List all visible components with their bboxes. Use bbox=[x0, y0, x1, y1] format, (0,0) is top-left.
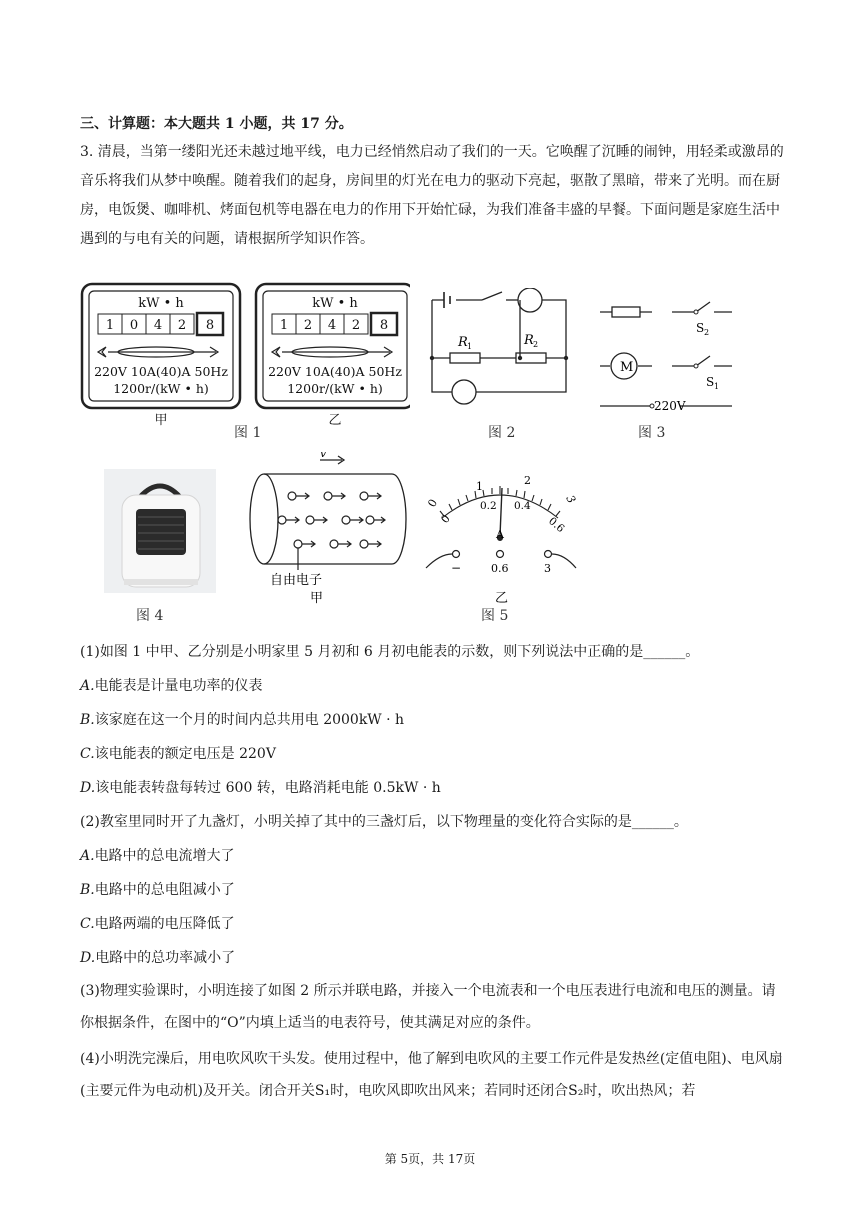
option-text: 电路中的总电阻减小了 bbox=[94, 882, 235, 898]
figure-1 bbox=[80, 280, 410, 440]
electron-label: 自由电子 bbox=[270, 573, 323, 588]
meter-b-label: 乙 bbox=[328, 413, 342, 428]
battery-icon bbox=[444, 292, 450, 308]
q2-option-a bbox=[80, 845, 235, 865]
terminal-label: 3 bbox=[544, 562, 551, 575]
velocity-label: v bbox=[320, 452, 327, 460]
meter-a-rating: 220V 10A(40)A 50Hz bbox=[94, 364, 228, 379]
terminal-label: 0.6 bbox=[491, 562, 509, 575]
figure-2 bbox=[426, 288, 576, 418]
meter-b-unit: kW • h bbox=[312, 296, 358, 311]
scale-bottom: 0.4 bbox=[514, 500, 531, 512]
s2-label: S bbox=[696, 321, 705, 335]
option-letter: B. bbox=[80, 882, 95, 898]
meter-circle-top bbox=[518, 288, 542, 312]
meter-b-digit: 2 bbox=[303, 318, 313, 333]
resistor-r1 bbox=[450, 353, 480, 363]
figure-4-photo bbox=[104, 469, 216, 593]
scale-top: 3 bbox=[563, 493, 579, 506]
s1-label: S bbox=[706, 375, 715, 389]
meter-b-digit: 4 bbox=[327, 318, 337, 333]
meter-a-digit: 1 bbox=[105, 318, 115, 333]
meter-a-constant: 1200r/(kW • h) bbox=[113, 381, 209, 396]
option-letter: C. bbox=[80, 746, 95, 762]
scale-bottom: 0.6 bbox=[546, 515, 567, 536]
section-heading: 三、计算题：本大题共 1 小题，共 17 分。 bbox=[80, 116, 353, 132]
meter-b-digit: 2 bbox=[351, 318, 361, 333]
meter-circle-bottom bbox=[452, 380, 476, 404]
figure-5 bbox=[244, 452, 584, 612]
option-text: 电能表是计量电功率的仪表 bbox=[94, 678, 263, 694]
page-footer: 第 5页，共 17页 bbox=[384, 1152, 476, 1166]
q1-option-b bbox=[80, 709, 404, 729]
meter-a-digit: 8 bbox=[205, 318, 215, 333]
question-intro: 3. 清晨，当第一缕阳光还未越过地平线，电力已经悄然启动了我们的一天。它唤醒了沉睡的闹钟，用轻柔或激昂的音乐将我们从梦中唤醒。随着我们的起身，房间里的灯光在电力的驱动下亮起，驱散了黑暗，带来了光明。而在厨房，电饭煲、咖啡机、烤面包机等电器在电力的作用下开始忙碌，为我们准备丰盛的早餐。下面问题是家庭生活中遇到的与电有关的问题，请根据所学知识作答。 bbox=[80, 144, 784, 247]
meter-b-digit: 1 bbox=[279, 318, 289, 333]
q4-text: (4)小明洗完澡后，用电吹风吹干头发。使用过程中，他了解到电吹风的主要工作元件是发热丝(定值电阻)、电风扇(主要元件为电动机)及开关。闭合开关S₁时，电吹风即吹出风来；若同时还闭合S₂时，吹出热风；若 bbox=[80, 1051, 783, 1099]
figure-3-caption: 图 3 bbox=[638, 425, 666, 441]
switch-s2-icon bbox=[672, 302, 732, 312]
option-letter: C. bbox=[80, 916, 95, 932]
terminal-label: − bbox=[451, 561, 462, 575]
scale-bottom: 0.2 bbox=[480, 500, 497, 512]
meter-b-constant: 1200r/(kW • h) bbox=[287, 381, 383, 396]
figure-1-caption: 图 1 bbox=[234, 425, 262, 441]
figure-3 bbox=[596, 296, 740, 416]
q2-option-b bbox=[80, 879, 235, 899]
s1-subscript: 1 bbox=[714, 382, 720, 391]
option-letter: A. bbox=[80, 678, 95, 694]
meter-b-rating: 220V 10A(40)A 50Hz bbox=[268, 364, 402, 379]
q1-option-d bbox=[80, 777, 441, 797]
supply-label: 220V bbox=[654, 399, 686, 413]
scale-bottom: 0 bbox=[438, 512, 453, 526]
meter-b-digits bbox=[272, 313, 397, 335]
option-letter: B. bbox=[80, 712, 95, 728]
r1-subscript: 1 bbox=[467, 342, 473, 351]
q1-option-c bbox=[80, 743, 276, 763]
switch-s1-icon bbox=[672, 356, 732, 366]
figure-2-caption: 图 2 bbox=[488, 425, 516, 441]
meter-a bbox=[82, 284, 240, 428]
conductor-cylinder bbox=[250, 474, 406, 564]
q1-option-a bbox=[80, 675, 263, 695]
dryer-vent bbox=[136, 509, 186, 555]
figure-4-caption: 图 4 bbox=[136, 608, 164, 624]
meter-a-digit: 2 bbox=[177, 318, 187, 333]
option-text: 该电能表转盘每转过 600 转，电路消耗电能 0.5kW · h bbox=[95, 780, 441, 796]
figure-5b-label: 乙 bbox=[495, 591, 509, 606]
motor-label: M bbox=[620, 360, 634, 375]
meter-a-digits bbox=[98, 313, 223, 335]
scale-top: 2 bbox=[524, 474, 531, 487]
s2-subscript: 2 bbox=[704, 328, 710, 337]
option-text: 电路两端的电压降低了 bbox=[94, 916, 235, 932]
option-text: 该家庭在这一个月的时间内总共用电 2000kW · h bbox=[94, 712, 405, 728]
figure-5a-label: 甲 bbox=[310, 591, 324, 606]
r1-label: R bbox=[458, 335, 468, 350]
r2-subscript: 2 bbox=[533, 340, 539, 349]
free-electrons bbox=[278, 492, 385, 570]
option-text: 该电能表的额定电压是 220V bbox=[94, 746, 276, 762]
q1-stem: (1)如图 1 中甲、乙分别是小明家里 5 月初和 6 月初电能表的示数，则下列说法中正确的是______。 bbox=[80, 644, 700, 660]
meter-a-digit: 4 bbox=[153, 318, 163, 333]
figure-5-caption: 图 5 bbox=[481, 608, 509, 624]
scale-top: 0 bbox=[425, 496, 441, 510]
option-text: 电路中的总电流增大了 bbox=[94, 848, 235, 864]
switch-icon bbox=[482, 292, 502, 300]
meter-a-digit: 0 bbox=[129, 318, 139, 333]
r2-label: R bbox=[524, 333, 534, 348]
q2-option-d bbox=[80, 947, 235, 967]
heating-wire-resistor bbox=[612, 307, 640, 317]
meter-b-digit: 8 bbox=[379, 318, 389, 333]
q2-option-c bbox=[80, 913, 235, 933]
option-text: 电路中的总功率减小了 bbox=[95, 950, 236, 966]
meter-a-label: 甲 bbox=[154, 413, 168, 428]
meter-a-unit: kW • h bbox=[138, 296, 184, 311]
option-letter: D. bbox=[80, 780, 96, 796]
meter-b-dial-icon bbox=[272, 347, 392, 357]
ammeter-unit: A bbox=[496, 528, 504, 541]
meter-b bbox=[256, 284, 410, 428]
option-letter: A. bbox=[80, 848, 95, 864]
scale-top: 1 bbox=[476, 480, 483, 493]
q3-text: (3)物理实验课时，小明连接了如图 2 所示并联电路，并接入一个电流表和一个电压表进行电流和电压的测量。请你根据条件，在图中的“O”内填上适当的电表符号，使其满足对应的条件。 bbox=[80, 983, 776, 1031]
option-letter: D. bbox=[80, 950, 96, 966]
meter-a-dial-icon bbox=[98, 347, 218, 357]
q2-stem: (2)教室里同时开了九盏灯，小明关掉了其中的三盏灯后，以下物理量的变化符合实际的是______。 bbox=[80, 814, 688, 830]
